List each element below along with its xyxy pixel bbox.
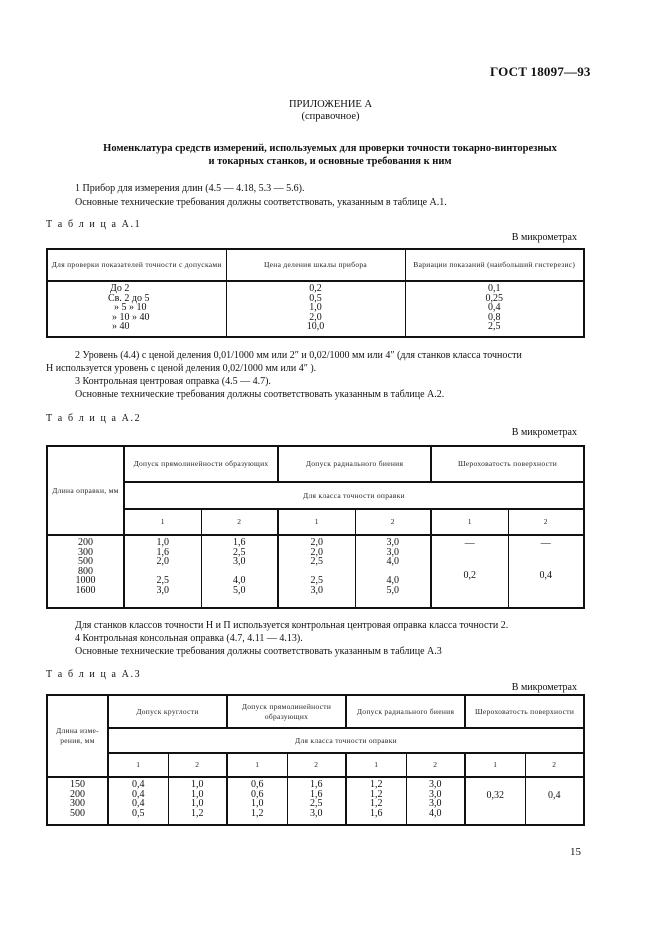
- table-a3: [46, 694, 585, 826]
- table-a2-straightness-class-1: [124, 535, 201, 608]
- table-cell: 1,0: [309, 302, 322, 313]
- table-cell: 2,5: [156, 575, 169, 586]
- table-a1-variation-column: [405, 281, 584, 337]
- table-cell: 1,0: [191, 779, 204, 790]
- table-a1-tolerance-column: [47, 281, 226, 337]
- table-a1-label: Т а б л и ц а А.1: [46, 219, 142, 230]
- table-cell: 500: [78, 556, 93, 567]
- table-a3-radial-class-1: [346, 777, 406, 825]
- appendix-type: (справочное): [301, 111, 360, 122]
- table-cell: 1,0: [191, 798, 204, 809]
- table-a1-header-division: Цена деления шкалы прибора: [226, 249, 405, 281]
- table-cell: 0,6: [251, 779, 264, 790]
- table-cell: 1600: [75, 584, 96, 596]
- table-cell: 500: [70, 807, 85, 819]
- table-a3-straightness-class-2: [287, 777, 346, 825]
- table-a3-straightness-class-1: [227, 777, 287, 825]
- table-cell: 150: [70, 779, 85, 790]
- table-a3-class-2: 2: [168, 753, 227, 777]
- appendix-title: ПРИЛОЖЕНИЕ А: [288, 99, 373, 110]
- table-a3-subheader: Для класса точности оправки: [108, 728, 584, 753]
- table-a3-class-2: 2: [287, 753, 346, 777]
- table-cell: 1,2: [191, 807, 204, 819]
- title-line-2: и токарных станков, и основные требования к ним: [208, 155, 452, 167]
- table-cell: 3,0: [429, 798, 442, 809]
- table-cell: 3,0: [310, 807, 323, 819]
- table-a1-header-variation: Вариации показаний (наибольший гистерезис): [405, 249, 584, 281]
- table-a3-header-roundness: Допуск круглости: [108, 695, 227, 728]
- item-3: 3 Контрольная центровая оправка (4.5 — 4.7).: [75, 376, 271, 387]
- table-a3-roundness-class-2: [168, 777, 227, 825]
- table-a2-subheader: Для класса точности оправки: [124, 482, 584, 509]
- table-cell: 4,0: [233, 575, 246, 586]
- appendix-heading: [0, 99, 661, 123]
- table-cell: 1,6: [310, 788, 323, 800]
- table-cell: 3,0: [386, 546, 400, 558]
- table-a3-class-1: 1: [465, 753, 525, 777]
- table-cell: 0,8: [488, 311, 501, 323]
- table-cell: 5,0: [233, 584, 246, 596]
- item-1: 1 Прибор для измерения длин (4.5 — 4.18, 5.3 — 5.6).: [75, 183, 305, 194]
- table-cell: 0,4: [132, 779, 145, 790]
- table-cell: 2,0: [310, 546, 324, 558]
- table-a2-roughness-class-1: [431, 535, 508, 608]
- table-cell: » 40: [112, 321, 130, 332]
- table-cell: 3,0: [233, 556, 246, 567]
- table-a3-length-column: [47, 777, 108, 825]
- table-cell: 200: [70, 788, 85, 800]
- table-cell: 0,5: [309, 292, 322, 304]
- table-cell: 2,0: [156, 556, 169, 567]
- table-a3-class-1: 1: [108, 753, 168, 777]
- table-a1-header-tolerance: Для проверки показателей точности с допусками: [47, 249, 226, 281]
- table-a2-units: В микрометрах: [511, 427, 577, 438]
- table-cell: 0,4: [132, 798, 145, 809]
- table-cell: 1,2: [251, 807, 264, 819]
- standard-number: ГОСТ 18097—93: [490, 64, 591, 79]
- table-a2-label: Т а б л и ц а А.2: [46, 413, 142, 424]
- note-class-h-p: Для станков классов точности Н и П используется контрольная центровая оправка класса точности 2.: [75, 620, 509, 631]
- table-a1: [46, 248, 585, 338]
- table-cell: 4,0: [386, 575, 400, 586]
- page-number: 15: [570, 846, 581, 858]
- table-cell: 0,25: [485, 292, 503, 304]
- table-cell: 2,5: [310, 798, 323, 809]
- table-cell: 0,32: [486, 790, 505, 801]
- table-a3-radial-class-2: [406, 777, 465, 825]
- table-a3-roundness-class-1: [108, 777, 168, 825]
- table-cell: 300: [70, 798, 85, 809]
- table-cell: 4,0: [386, 556, 400, 567]
- table-cell: 0,2: [463, 569, 477, 581]
- table-cell: 2,0: [309, 311, 322, 323]
- table-cell: 10,0: [306, 321, 325, 332]
- table-cell: 1,0: [191, 788, 204, 800]
- table-cell: 0,6: [251, 788, 264, 800]
- item-1-requirements: Основные технические требования должны соответствовать, указанным в таблице А.1.: [75, 197, 447, 208]
- table-cell: 4,0: [429, 807, 442, 819]
- table-cell: 3,0: [156, 584, 169, 596]
- table-a2-class-1: 1: [124, 509, 201, 535]
- title-line-1: Номенклатура средств измерений, используемых для проверки точности токарно-винторезных: [103, 143, 557, 154]
- item-4-requirements: Основные технические требования должны соответствовать указанным в таблице А.3: [75, 646, 442, 657]
- table-cell: 0,2: [309, 283, 322, 294]
- table-cell: 200: [78, 537, 93, 548]
- table-cell: 1,0: [156, 537, 169, 548]
- table-a2-header-straightness: Допуск прямолинейности образующих: [124, 446, 278, 482]
- table-cell: 0,4: [539, 569, 553, 581]
- item-2-line-1: 2 Уровень (4.4) с ценой деления 0,01/1000 мм или 2″ и 0,02/1000 мм или 4″ (для станков класса точности: [75, 350, 522, 361]
- table-cell: 800: [78, 565, 93, 577]
- table-a3-label: Т а б л и ц а А.3: [46, 669, 142, 680]
- table-cell: Св. 2 до 5: [108, 292, 150, 304]
- table-cell: 5,0: [386, 584, 400, 596]
- table-cell: 1,6: [156, 546, 169, 558]
- document-title: [40, 143, 620, 168]
- table-cell: 2,5: [310, 556, 324, 567]
- table-cell: 1,6: [233, 537, 246, 548]
- table-cell: 300: [78, 546, 93, 558]
- table-cell: 1,0: [251, 798, 264, 809]
- table-cell: 3,0: [310, 584, 324, 596]
- table-cell: 2,5: [488, 321, 501, 332]
- table-cell: 2,5: [310, 575, 324, 586]
- table-a2-header-radial-runout: Допуск радиального биения: [278, 446, 431, 482]
- table-cell: 1,6: [310, 779, 323, 790]
- item-2-line-2: Н используется уровень с ценой деления 0,02/1000 мм или 4″ ).: [46, 363, 317, 374]
- table-a2-class-2: 2: [355, 509, 431, 535]
- table-cell: 0,4: [132, 788, 145, 800]
- table-cell: 3,0: [429, 788, 442, 800]
- table-a3-header-radial-runout: Допуск радиального биения: [346, 695, 465, 728]
- table-a3-header-length: Длина изме-рения, мм: [47, 695, 108, 777]
- table-a2-class-2: 2: [508, 509, 584, 535]
- table-a2: [46, 445, 585, 609]
- table-a3-roughness-class-2: [525, 777, 584, 825]
- item-3-requirements: Основные технические требования должны соответствовать указанным в таблице А.2.: [75, 389, 445, 400]
- table-a2-header-roughness: Шероховатость поверхности: [431, 446, 584, 482]
- table-a3-roughness-class-1: [465, 777, 525, 825]
- table-a3-header-roughness: Шероховатость поверхности: [465, 695, 584, 728]
- table-a2-radial-class-2: [355, 535, 431, 608]
- item-4: 4 Контрольная консольная оправка (4.7, 4.11 — 4.13).: [75, 633, 303, 644]
- table-cell: » 10 » 40: [112, 311, 150, 323]
- table-a2-radial-class-1: [278, 535, 355, 608]
- table-cell: 3,0: [429, 779, 442, 790]
- table-a2-class-1: 1: [431, 509, 508, 535]
- table-a2-header-length: Длина оправки, мм: [47, 446, 124, 535]
- table-cell: 1,2: [370, 788, 383, 800]
- table-cell: —: [464, 538, 475, 549]
- table-cell: 1,6: [370, 807, 383, 819]
- table-cell: 1,2: [370, 798, 383, 809]
- table-cell: 2,0: [310, 537, 324, 548]
- table-cell: 1000: [75, 575, 96, 586]
- table-a3-class-1: 1: [227, 753, 287, 777]
- table-cell: —: [540, 538, 551, 549]
- table-a3-class-1: 1: [346, 753, 406, 777]
- table-cell: 0,4: [548, 790, 561, 801]
- table-cell: » 5 » 10: [114, 302, 147, 313]
- table-cell: До 2: [110, 283, 130, 294]
- table-cell: 0,4: [488, 302, 501, 313]
- table-a3-class-2: 2: [525, 753, 584, 777]
- table-a1-units: В микрометрах: [511, 232, 577, 243]
- table-a2-class-2: 2: [201, 509, 278, 535]
- table-a3-header-straightness: Допуск прямолинейности образующих: [227, 695, 346, 728]
- table-cell: 2,5: [233, 546, 246, 558]
- table-a2-straightness-class-2: [201, 535, 278, 608]
- table-cell: 0,5: [132, 807, 145, 819]
- table-cell: 3,0: [386, 537, 400, 548]
- table-a3-class-2: 2: [406, 753, 465, 777]
- table-a1-division-column: [226, 281, 405, 337]
- table-a2-roughness-class-2: [508, 535, 584, 608]
- table-a2-class-1: 1: [278, 509, 355, 535]
- table-cell: 1,2: [370, 779, 383, 790]
- table-cell: 0,1: [488, 283, 501, 294]
- table-a2-length-column: [47, 535, 124, 608]
- table-a3-units: В микрометрах: [511, 682, 577, 693]
